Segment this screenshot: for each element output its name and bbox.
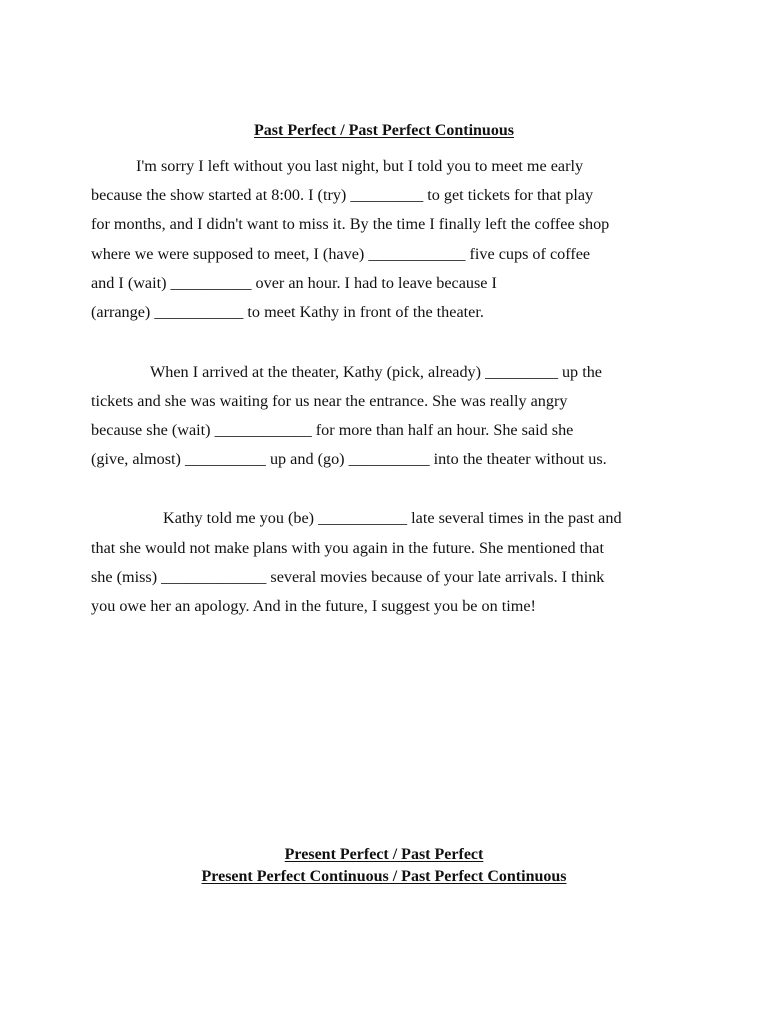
paragraph-line: (arrange) ___________ to meet Kathy in front of the theater. — [91, 303, 484, 321]
paragraph-line: you owe her an apology. And in the future, I suggest you be on time! — [91, 597, 536, 615]
section-heading-line-1: Present Perfect / Past Perfect — [284, 846, 484, 863]
paragraph-line: (give, almost) __________ up and (go) __________ into the theater without us. — [91, 450, 607, 468]
paragraph-line: tickets and she was waiting for us near the entrance. She was really angry — [91, 392, 568, 410]
paragraph-line: and I (wait) __________ over an hour. I had to leave because I — [91, 274, 497, 292]
page-title: Past Perfect / Past Perfect Continuous — [254, 122, 514, 139]
paragraph-line: because she (wait) ____________ for more than half an hour. She said she — [91, 421, 574, 439]
paragraph-line: she (miss) _____________ several movies because of your late arrivals. I think — [91, 568, 605, 586]
paragraph-line: When I arrived at the theater, Kathy (pick, already) _________ up the — [150, 363, 602, 381]
section-heading-line-2: Present Perfect Continuous / Past Perfect Continuous — [201, 868, 567, 885]
paragraph-line: Kathy told me you (be) ___________ late several times in the past and — [163, 509, 622, 527]
paragraph-line: for months, and I didn't want to miss it. By the time I finally left the coffee shop — [91, 215, 610, 233]
paragraph-line: that she would not make plans with you again in the future. She mentioned that — [91, 539, 604, 557]
paragraph-line: I'm sorry I left without you last night, but I told you to meet me early — [136, 157, 584, 175]
paragraph-line: where we were supposed to meet, I (have) ____________ five cups of coffee — [91, 245, 591, 263]
paragraph-line: because the show started at 8:00. I (try) _________ to get tickets for that play — [91, 186, 594, 204]
